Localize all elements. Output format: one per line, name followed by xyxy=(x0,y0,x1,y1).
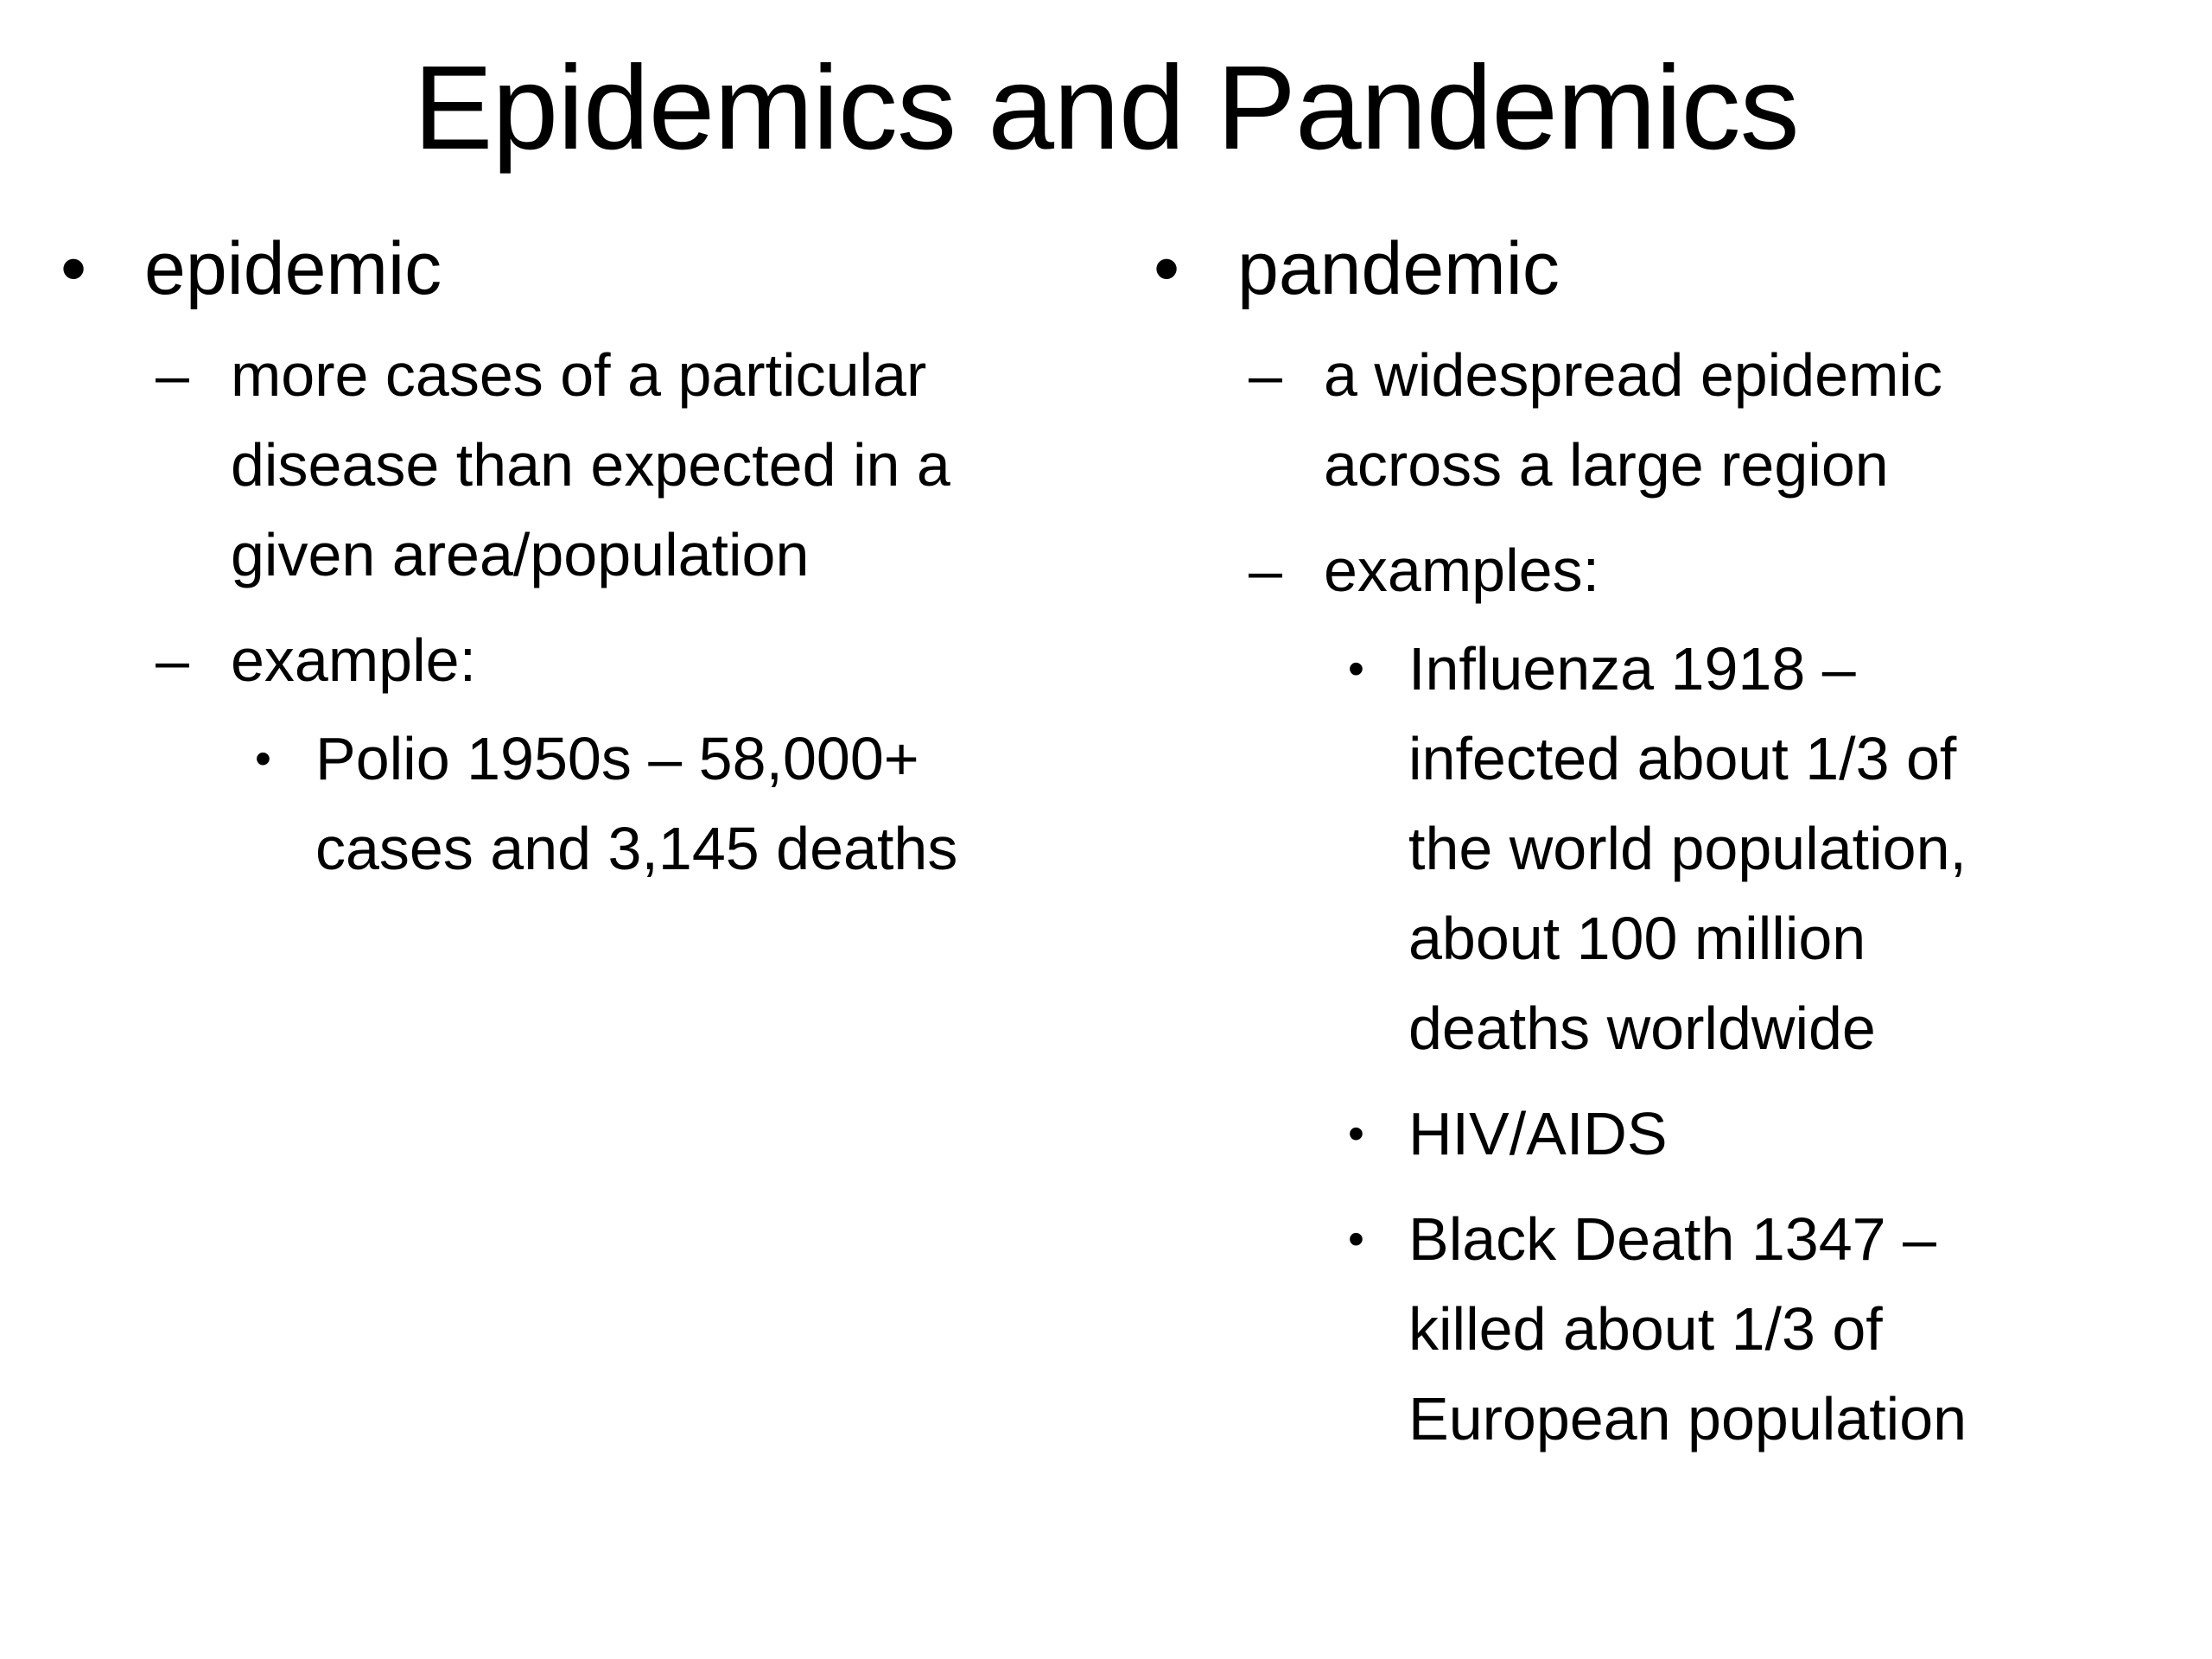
pandemic-column xyxy=(1154,223,2156,1464)
definition-line: given area/population xyxy=(231,521,810,588)
example-line: Influenza 1918 – xyxy=(1408,635,1856,702)
epidemic-definition-item xyxy=(156,330,1080,600)
pandemic-example-label-item xyxy=(1249,525,2156,615)
example-line: HIV/AIDS xyxy=(1408,1100,1668,1167)
epidemic-column xyxy=(60,223,1080,893)
example-line: deaths worldwide xyxy=(1408,995,1876,1062)
bullet-icon: • xyxy=(255,733,271,785)
example-label: example: xyxy=(231,626,477,694)
pandemic-heading: pandemic xyxy=(1237,227,1560,310)
example-line: Black Death 1347 – xyxy=(1408,1205,1936,1273)
pandemic-heading-item xyxy=(1154,223,2156,315)
definition-line: disease than expected in a xyxy=(231,431,950,499)
dash-icon: – xyxy=(156,626,189,694)
epidemic-heading-item xyxy=(60,223,1080,315)
pandemic-example-item xyxy=(1348,624,2156,1073)
pandemic-example-item xyxy=(1348,1194,2156,1464)
bullet-icon: • xyxy=(1348,1108,1364,1160)
example-line: European population xyxy=(1408,1385,1967,1452)
bullet-icon: • xyxy=(60,227,87,310)
dash-icon: – xyxy=(156,341,189,409)
example-line: about 100 million xyxy=(1408,905,1866,972)
bullet-icon: • xyxy=(1348,1213,1364,1265)
dash-icon: – xyxy=(1249,537,1282,604)
bullet-icon: • xyxy=(1154,227,1180,310)
example-line: killed about 1/3 of xyxy=(1408,1295,1883,1363)
example-line: cases and 3,145 deaths xyxy=(315,815,958,882)
example-line: the world population, xyxy=(1408,815,1967,882)
pandemic-example-item xyxy=(1348,1089,2156,1179)
slide-title: Epidemics and Pandemics xyxy=(413,41,1799,175)
bullet-icon: • xyxy=(1348,643,1364,695)
dash-icon: – xyxy=(1249,341,1282,409)
definition-line: more cases of a particular xyxy=(231,341,927,409)
definition-line: a widespread epidemic xyxy=(1324,341,1942,409)
epidemic-example-item xyxy=(255,714,1080,893)
example-line: Polio 1950s – 58,000+ xyxy=(315,725,919,792)
pandemic-definition-item xyxy=(1249,330,2156,510)
epidemic-example-label-item xyxy=(156,615,1080,705)
example-label: examples: xyxy=(1324,537,1600,604)
definition-line: across a large region xyxy=(1324,431,1889,499)
example-line: infected about 1/3 of xyxy=(1408,725,1957,792)
epidemic-heading: epidemic xyxy=(144,227,442,310)
